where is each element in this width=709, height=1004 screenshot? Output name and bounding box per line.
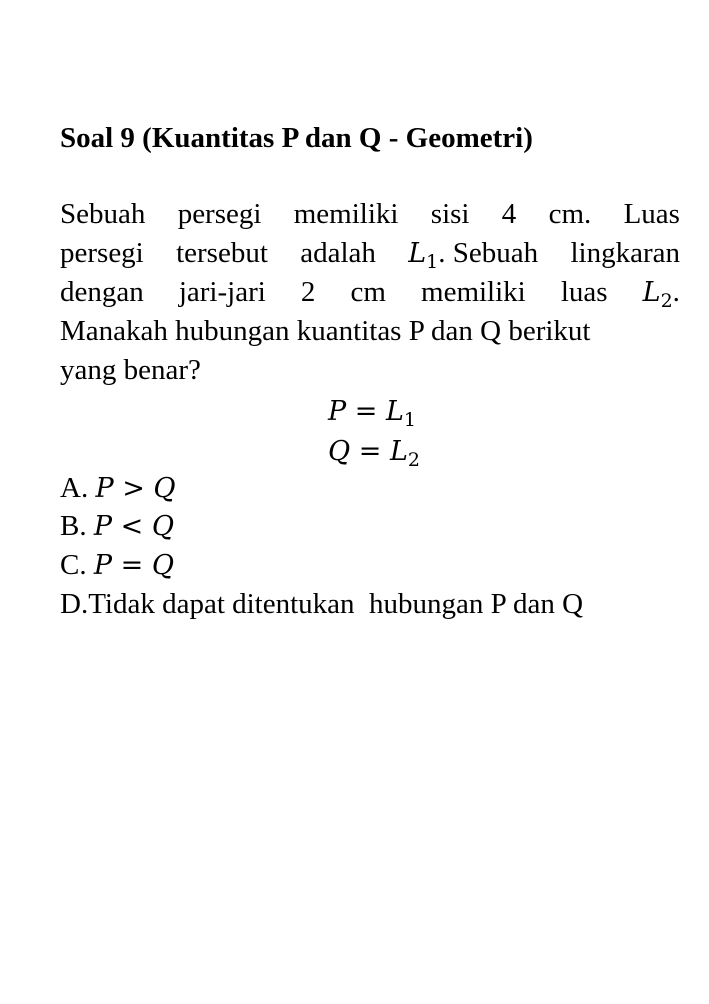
math-var-q: Q [151, 511, 174, 542]
math-l2-inline [643, 273, 680, 312]
question-title: Soal 9 (Kuantitas P dan Q - Geometri) [60, 122, 533, 154]
question-line-1 [60, 195, 680, 234]
word: memiliki [421, 276, 526, 308]
math-var-p: P [93, 550, 113, 581]
word: sisi [430, 198, 470, 230]
math-var-p: P [93, 511, 113, 542]
word: adalah [300, 237, 376, 269]
math-subscript-2: 2 [407, 449, 420, 471]
period: . [672, 276, 680, 308]
option-letter: A. [60, 472, 89, 504]
math-subscript-1: 1 [403, 409, 416, 431]
math-equals: = [112, 550, 152, 581]
math-var-q: Q [151, 550, 174, 581]
question-text-line-4: Manakah hubungan kuantitas P dan Q berikut [60, 315, 591, 347]
math-var-p: P [95, 473, 114, 504]
option-letter: B. [60, 510, 87, 542]
word: . Sebuah [438, 237, 539, 269]
math-var-l: L [385, 396, 404, 427]
math-var-l: L [408, 238, 427, 269]
option-c[interactable] [60, 547, 174, 584]
question-line-4 [60, 312, 680, 351]
word: Sebuah [60, 198, 146, 230]
word: persegi [60, 237, 144, 269]
word: jari-jari [178, 276, 266, 308]
math-var-p: P [328, 396, 347, 427]
option-d[interactable] [60, 586, 583, 622]
math-greater-than: > [113, 473, 154, 504]
word: cm [350, 276, 386, 308]
word: dengan [60, 276, 144, 308]
math-l1-inline [408, 234, 538, 273]
math-subscript-1: 1 [426, 251, 439, 273]
option-letter: C. [60, 549, 87, 581]
math-var-q: Q [328, 436, 351, 467]
math-subscript-2: 2 [660, 290, 673, 312]
question-line-3 [60, 273, 680, 312]
word: tersebut [176, 237, 268, 269]
math-equals: = [346, 396, 386, 427]
word: memiliki [293, 198, 399, 230]
option-b[interactable] [60, 508, 174, 545]
math-var-l: L [642, 277, 661, 308]
math-var-l: L [389, 436, 408, 467]
word: Luas [623, 198, 680, 230]
math-less-than: < [112, 511, 152, 542]
equation-q [328, 433, 420, 478]
math-var-q: Q [153, 473, 176, 504]
word: 2 [300, 276, 316, 308]
option-a[interactable] [60, 470, 176, 507]
word: cm. [548, 198, 592, 230]
option-letter: D. [60, 588, 89, 620]
word: lingkaran [570, 237, 680, 269]
word: 4 [501, 198, 517, 230]
word: persegi [177, 198, 262, 230]
word: luas [560, 276, 608, 308]
equation-p [328, 393, 416, 438]
math-equals: = [350, 436, 390, 467]
question-paragraph [60, 195, 680, 390]
option-text: Tidak dapat ditentukan hubungan P dan Q [88, 588, 584, 620]
question-line-5: yang benar? [60, 354, 201, 386]
question-line-2 [60, 234, 680, 273]
